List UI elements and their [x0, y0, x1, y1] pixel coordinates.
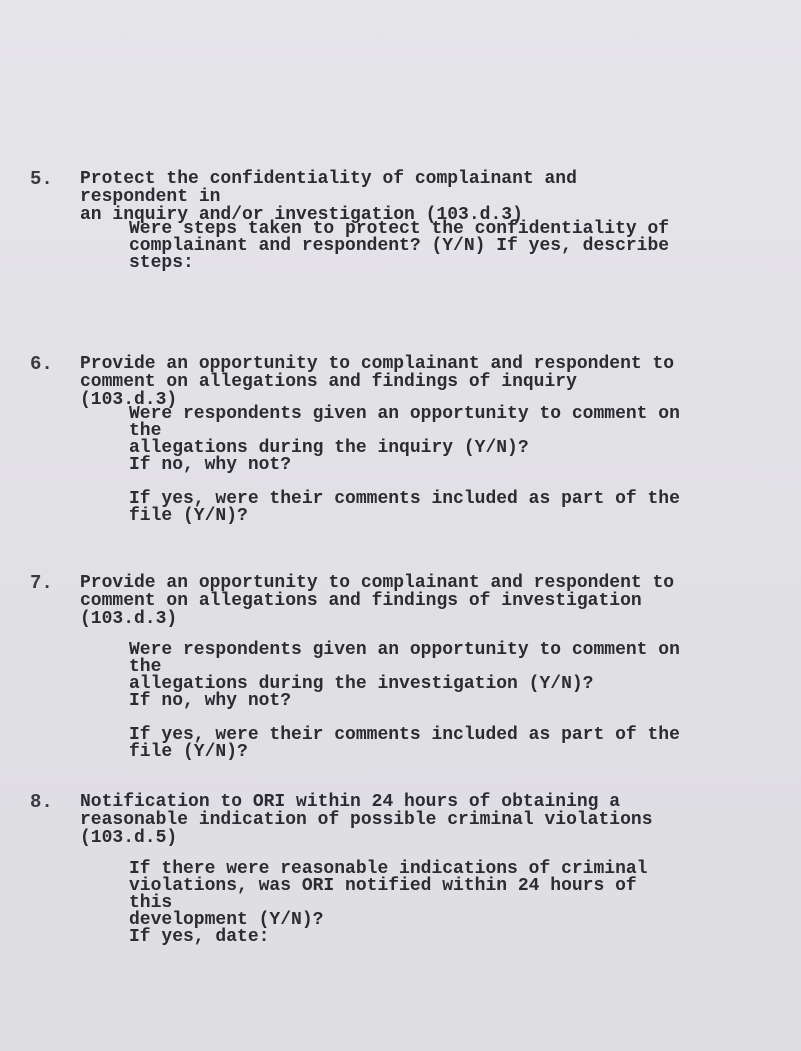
item-number: 5. [30, 168, 53, 190]
question: If no, why not? [129, 691, 292, 711]
question: Were respondents given an opportunity to comment on the allegations during the investigation (Y/N)? [129, 640, 680, 694]
item-number: 8. [30, 791, 53, 813]
question: If yes, were their comments included as part of the file (Y/N)? [129, 489, 680, 526]
item-number: 6. [30, 353, 53, 375]
question: If yes, date: [129, 927, 270, 947]
question: If no, why not? [129, 455, 292, 475]
item-heading: Provide an opportunity to complainant and respondent to comment on allegations and findings of investigation (103.d.3) [80, 573, 675, 629]
item-number: 7. [30, 572, 53, 594]
question: Were respondents given an opportunity to comment on the allegations during the inquiry (Y/N)? [129, 404, 680, 458]
question: If yes, were their comments included as part of the file (Y/N)? [129, 725, 680, 762]
question: If there were reasonable indications of criminal violations, was ORI notified within 24 hours of this development (Y/N)? [129, 859, 648, 930]
item-heading: Provide an opportunity to complainant and respondent to comment on allegations and findings of inquiry (103.d.3) [80, 354, 675, 410]
question: Were steps taken to protect the confidentiality of complainant and respondent? (Y/N) If yes, describe steps: [129, 219, 670, 273]
item-heading: Notification to ORI within 24 hours of obtaining a reasonable indication of possible criminal violations (103.d.5) [80, 792, 653, 848]
item-heading: Protect the confidentiality of complainant and respondent in an inquiry and/or investigation (103.d.3) [80, 169, 577, 225]
